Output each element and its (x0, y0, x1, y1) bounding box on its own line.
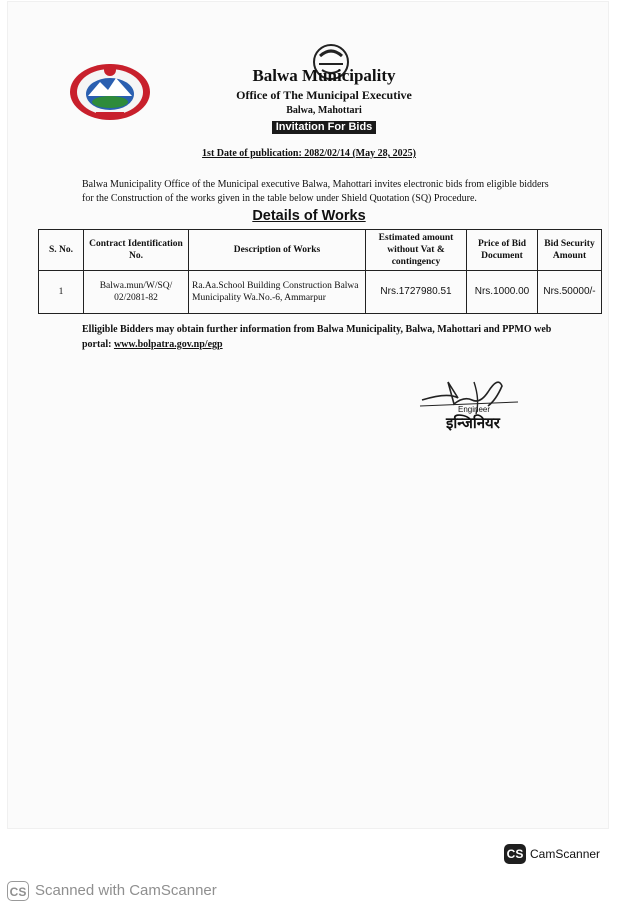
intro-paragraph: Balwa Municipality Office of the Municipal executive Balwa, Mahottari invites electronic bids from eligible bidders for the Construction of the works given in the table below under Shield Quotation (SQ) Procedure. (82, 179, 549, 204)
portal-link[interactable]: www.bolpatra.gov.np/egp (113, 339, 223, 350)
page-title: Balwa Municipality (252, 66, 396, 85)
cell-contract-id: Balwa.mun/W/SQ/ 02/2081-82 (84, 271, 189, 314)
col-header-security: Bid Security Amount (538, 230, 602, 271)
camscanner-brand: CamScanner (530, 847, 601, 861)
publication-date: 1st Date of publication: 2082/02/14 (May 28, 2025) (202, 148, 416, 159)
signature-title-en: Engineer (458, 405, 491, 414)
cell-sn: 1 (39, 271, 84, 314)
scanned-logo-icon: CS (7, 881, 29, 901)
cell-estimated: Nrs.1727980.51 (366, 271, 467, 314)
cell-security: Nrs.50000/- (538, 271, 602, 314)
office-name: Office of The Municipal Executive (236, 88, 412, 102)
office-location: Balwa, Mahottari (286, 105, 362, 116)
works-title: Details of Works (252, 208, 366, 224)
col-header-description: Description of Works (189, 230, 366, 271)
info-paragraph (82, 322, 552, 352)
table-row (39, 271, 602, 314)
signature-title-ne: इन्जिनियर (446, 414, 500, 432)
notice-type-badge: Invitation For Bids (272, 121, 377, 134)
info-text: Elligible Bidders may obtain further information from Balwa Municipality, Balwa, Mahottari and PPMO web portal: (82, 324, 552, 350)
col-header-sn: S. No. (39, 230, 84, 271)
col-header-estimated: Estimated amount without Vat & contingency (366, 230, 467, 271)
cell-price: Nrs.1000.00 (467, 271, 538, 314)
camscanner-logo-icon: CS (504, 844, 526, 864)
scanned-with-label: Scanned with CamScanner (35, 882, 217, 899)
col-header-contract-id: Contract Identification No. (84, 230, 189, 271)
cell-description: Ra.Aa.School Building Construction Balwa Municipality Wa.No.-6, Ammarpur (189, 271, 366, 314)
notice-type-wrap (15, 117, 618, 135)
works-table (38, 229, 602, 314)
table-header-row (39, 230, 602, 271)
col-header-price: Price of Bid Document (467, 230, 538, 271)
